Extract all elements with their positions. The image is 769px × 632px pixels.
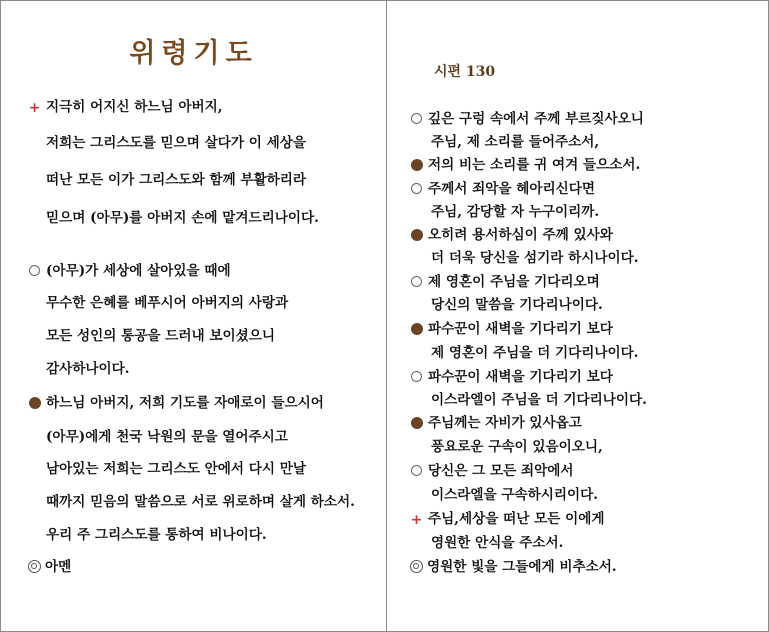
psalm-line: 저의 비는 소리를 귀 여겨 들으소서. [409,153,640,173]
filled-circle-icon [411,229,423,241]
prayer-line: (아무)가 세상에 살아있을 때에 [27,259,231,279]
psalm-line: 파수꾼이 새벽을 기다리기 보다 [409,365,613,385]
filled-circle-icon [411,159,423,171]
open-circle-icon [411,183,422,194]
psalm-line: 주님, 제 소리를 들어주소서, [431,134,600,150]
prayer-line: 감사하나이다. [46,361,130,377]
psalm-line: 주님, 감당할 자 누구이리까. [431,204,600,220]
psalm-line: 제 영혼이 주님을 더 기다리나이다. [431,345,639,361]
psalm-line: 파수꾼이 새벽을 기다리기 보다 [409,317,613,337]
psalm-line: 당신의 말씀을 기다리나이다. [431,297,603,313]
prayer-line: 무수한 은혜를 베푸시어 아버지의 사랑과 [46,295,289,311]
psalm-line: 오히려 용서하심이 주께 있사와 [409,223,613,243]
prayer-line: 믿으며 (아무)를 아버지 손에 맡겨드리나이다. [46,210,319,226]
psalm-line: 당신은 그 모든 죄악에서 [409,459,574,479]
prayer-line: 우리 주 그리스도를 통하여 비나이다. [46,527,267,543]
psalm-line: 이스라엘을 구속하시리이다. [431,487,599,503]
psalm-line: 영원한 빛을 그들에게 비추소서. [409,555,617,575]
psalm-line: 깊은 구렁 속에서 주께 부르짖사오니 [409,107,644,127]
open-circle-icon [411,276,422,287]
prayer-line: 하느님 아버지, 저희 기도를 자애로이 들으시어 [27,391,324,411]
prayer-line: 떠난 모든 이가 그리스도와 함께 부활하리라 [46,172,307,188]
plus-mark-icon: + [28,99,41,116]
open-circle-icon [411,371,422,382]
double-circle-icon [28,560,41,573]
psalm-line: 주께서 죄악을 헤아리신다면 [409,177,595,197]
psalm-line: 영원한 안식을 주소서. [431,535,564,551]
double-circle-icon [410,560,423,573]
psalm-reference: 시편 130 [434,64,496,80]
open-circle-icon [411,465,422,476]
prayer-line: + 지극히 어지신 하느님 아버지, [28,99,223,116]
prayer-line: (아무)에게 천국 낙원의 문을 열어주시고 [46,429,288,445]
plus-mark-icon: + [410,511,423,528]
open-circle-icon [29,265,40,276]
left-page [1,1,387,631]
filled-circle-icon [411,323,423,335]
prayer-line: 때까지 믿음의 말씀으로 서로 위로하며 살게 하소서. [46,494,355,510]
filled-circle-icon [411,417,423,429]
open-circle-icon [411,113,422,124]
prayer-line: 아멘 [27,555,71,575]
psalm-line: + 주님,세상을 떠난 모든 이에게 [410,511,605,528]
page-title: 위령기도 [129,38,258,69]
psalm-line: 풍요로운 구속이 있음이오니, [431,439,603,455]
prayer-line: 저희는 그리스도를 믿으며 살다가 이 세상을 [46,135,307,151]
right-page [387,1,768,631]
psalm-line: 제 영혼이 주님을 기다리오며 [409,270,600,290]
filled-circle-icon [29,397,41,409]
prayer-line: 남아있는 저희는 그리스도 안에서 다시 만날 [46,461,307,477]
psalm-line: 이스라엘이 주님을 더 기다리나이다. [431,392,647,408]
prayer-line: 모든 성인의 통공을 드러내 보이셨으니 [46,328,276,344]
psalm-line: 주님께는 자비가 있사옵고 [409,411,582,431]
psalm-line: 더 더욱 당신을 섬기라 하시나이다. [431,250,639,266]
